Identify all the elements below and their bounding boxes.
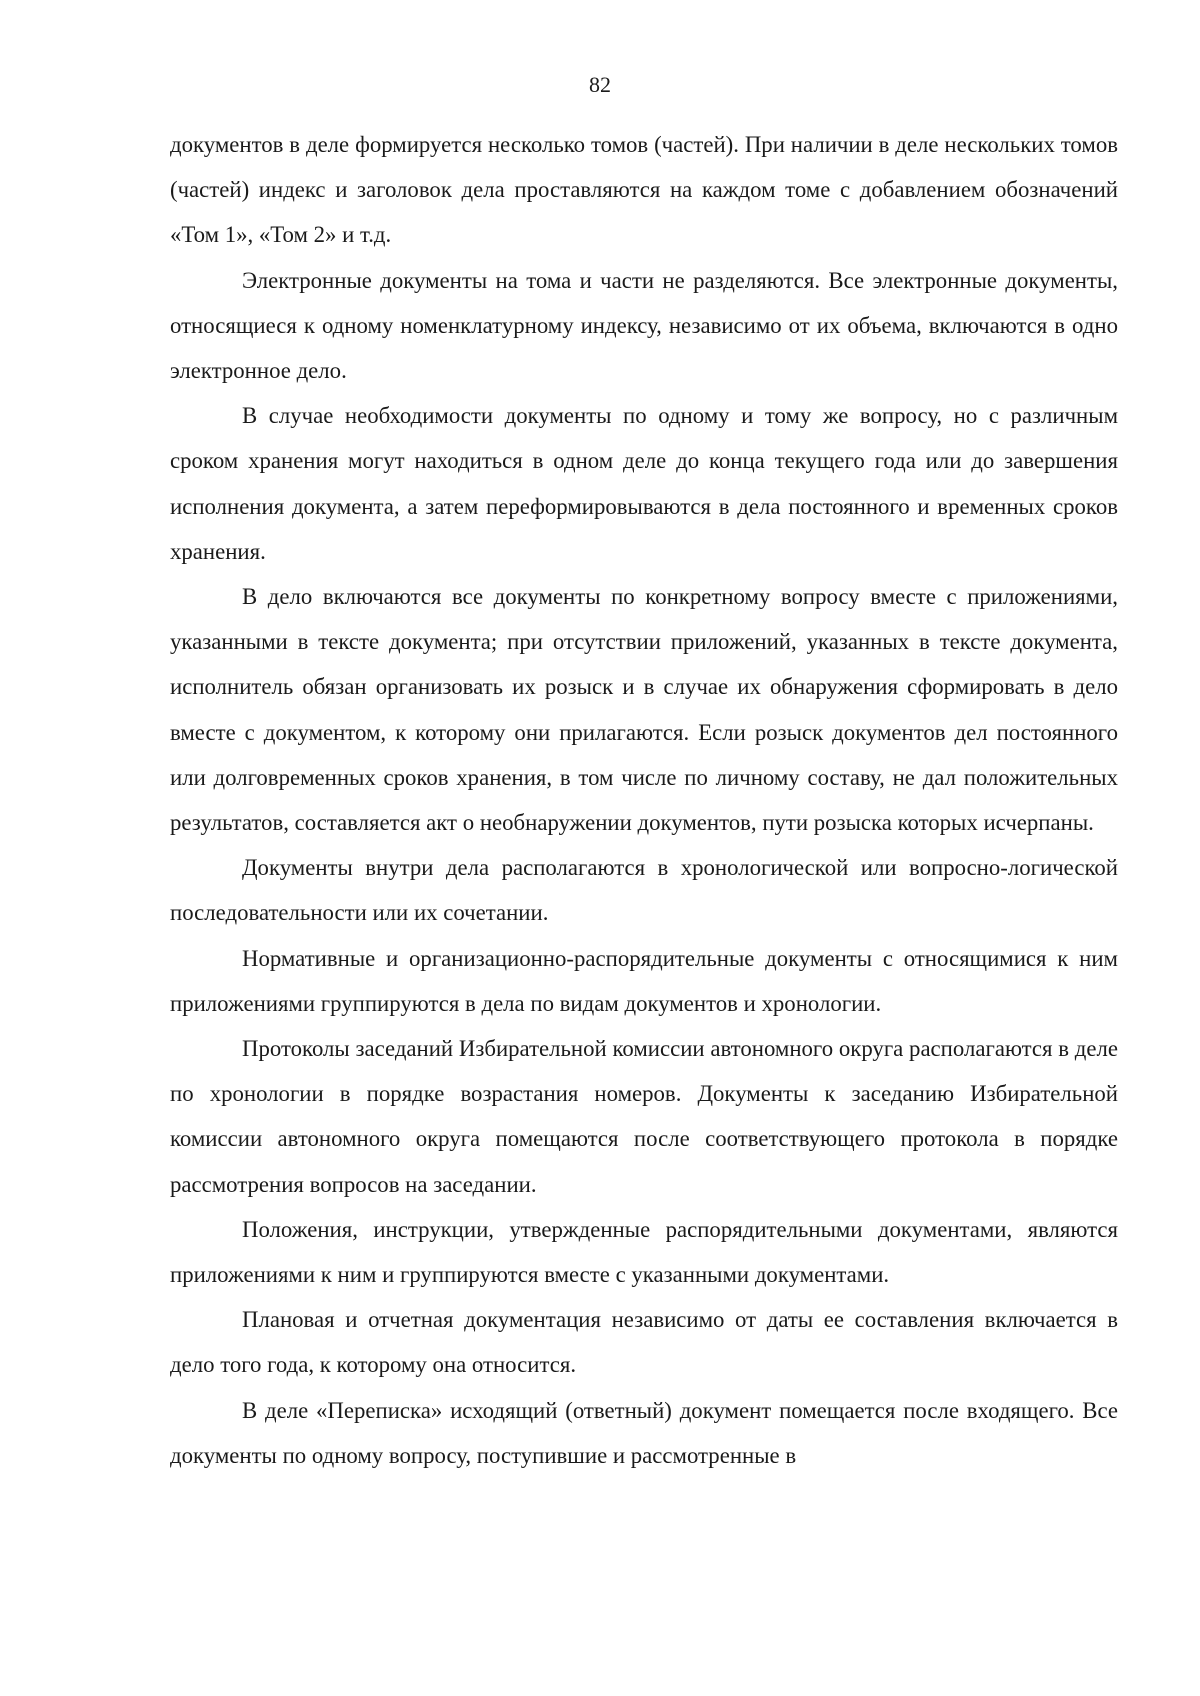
paragraph-normative-documents: Нормативные и организационно-распорядительные документы с относящимися к ним приложениями группируются в дела по видам документов и хронологии. — [170, 945, 1118, 1016]
paragraph-planning-reporting: Плановая и отчетная документация независимо от даты ее составления включается в дело того года, к которому она относится. — [170, 1307, 1118, 1378]
body-text — [170, 122, 1118, 1478]
paragraph-different-storage-terms: В случае необходимости документы по одному и тому же вопросу, но с различным сроком хранения могут находиться в одном деле до конца текущего года или до завершения исполнения документа, а затем переформировываются в дела постоянного и временных сроков хранения. — [170, 403, 1118, 564]
paragraph-meeting-protocols: Протоколы заседаний Избирательной комиссии автономного округа располагаются в деле по хронологии в порядке возрастания номеров. Документы к заседанию Избирательной комиссии автономного округа помещаются после соответствующего протокола в порядке рассмотрения вопросов на заседании. — [170, 1036, 1118, 1197]
paragraph-volumes-continued: документов в деле формируется несколько томов (частей). При наличии в деле нескольких томов (частей) индекс и заголовок дела проставляются на каждом томе с добавлением обозначений «Том 1», «Том 2» и т.д. — [170, 132, 1118, 248]
paragraph-attachments-search: В дело включаются все документы по конкретному вопросу вместе с приложениями, указанными в тексте документа; при отсутствии приложений, указанных в тексте документа, исполнитель обязан организовать их розыск и в случае их обнаружения сформировать в дело вместе с документом, к которому они прилагаются. Если розыск документов дел постоянного или долговременных сроков хранения, в том числе по личному составу, не дал положительных результатов, составляется акт о необнаружении документов, пути розыска которых исчерпаны. — [170, 584, 1118, 836]
paragraph-correspondence: В деле «Переписка» исходящий (ответный) документ помещается после входящего. Все документы по одному вопросу, поступившие и рассмотренные в — [170, 1397, 1118, 1468]
paragraph-electronic-documents: Электронные документы на тома и части не разделяются. Все электронные документы, относящиеся к одному номенклатурному индексу, независимо от их объема, включаются в одно электронное дело. — [170, 267, 1118, 384]
paragraph-document-order: Документы внутри дела располагаются в хронологической или вопросно-логической последовательности или их сочетании. — [170, 855, 1118, 926]
paragraph-regulations-instructions: Положения, инструкции, утвержденные распорядительными документами, являются приложениями к ним и группируются вместе с указанными документами. — [170, 1216, 1118, 1288]
page-number: 82 — [589, 72, 611, 97]
